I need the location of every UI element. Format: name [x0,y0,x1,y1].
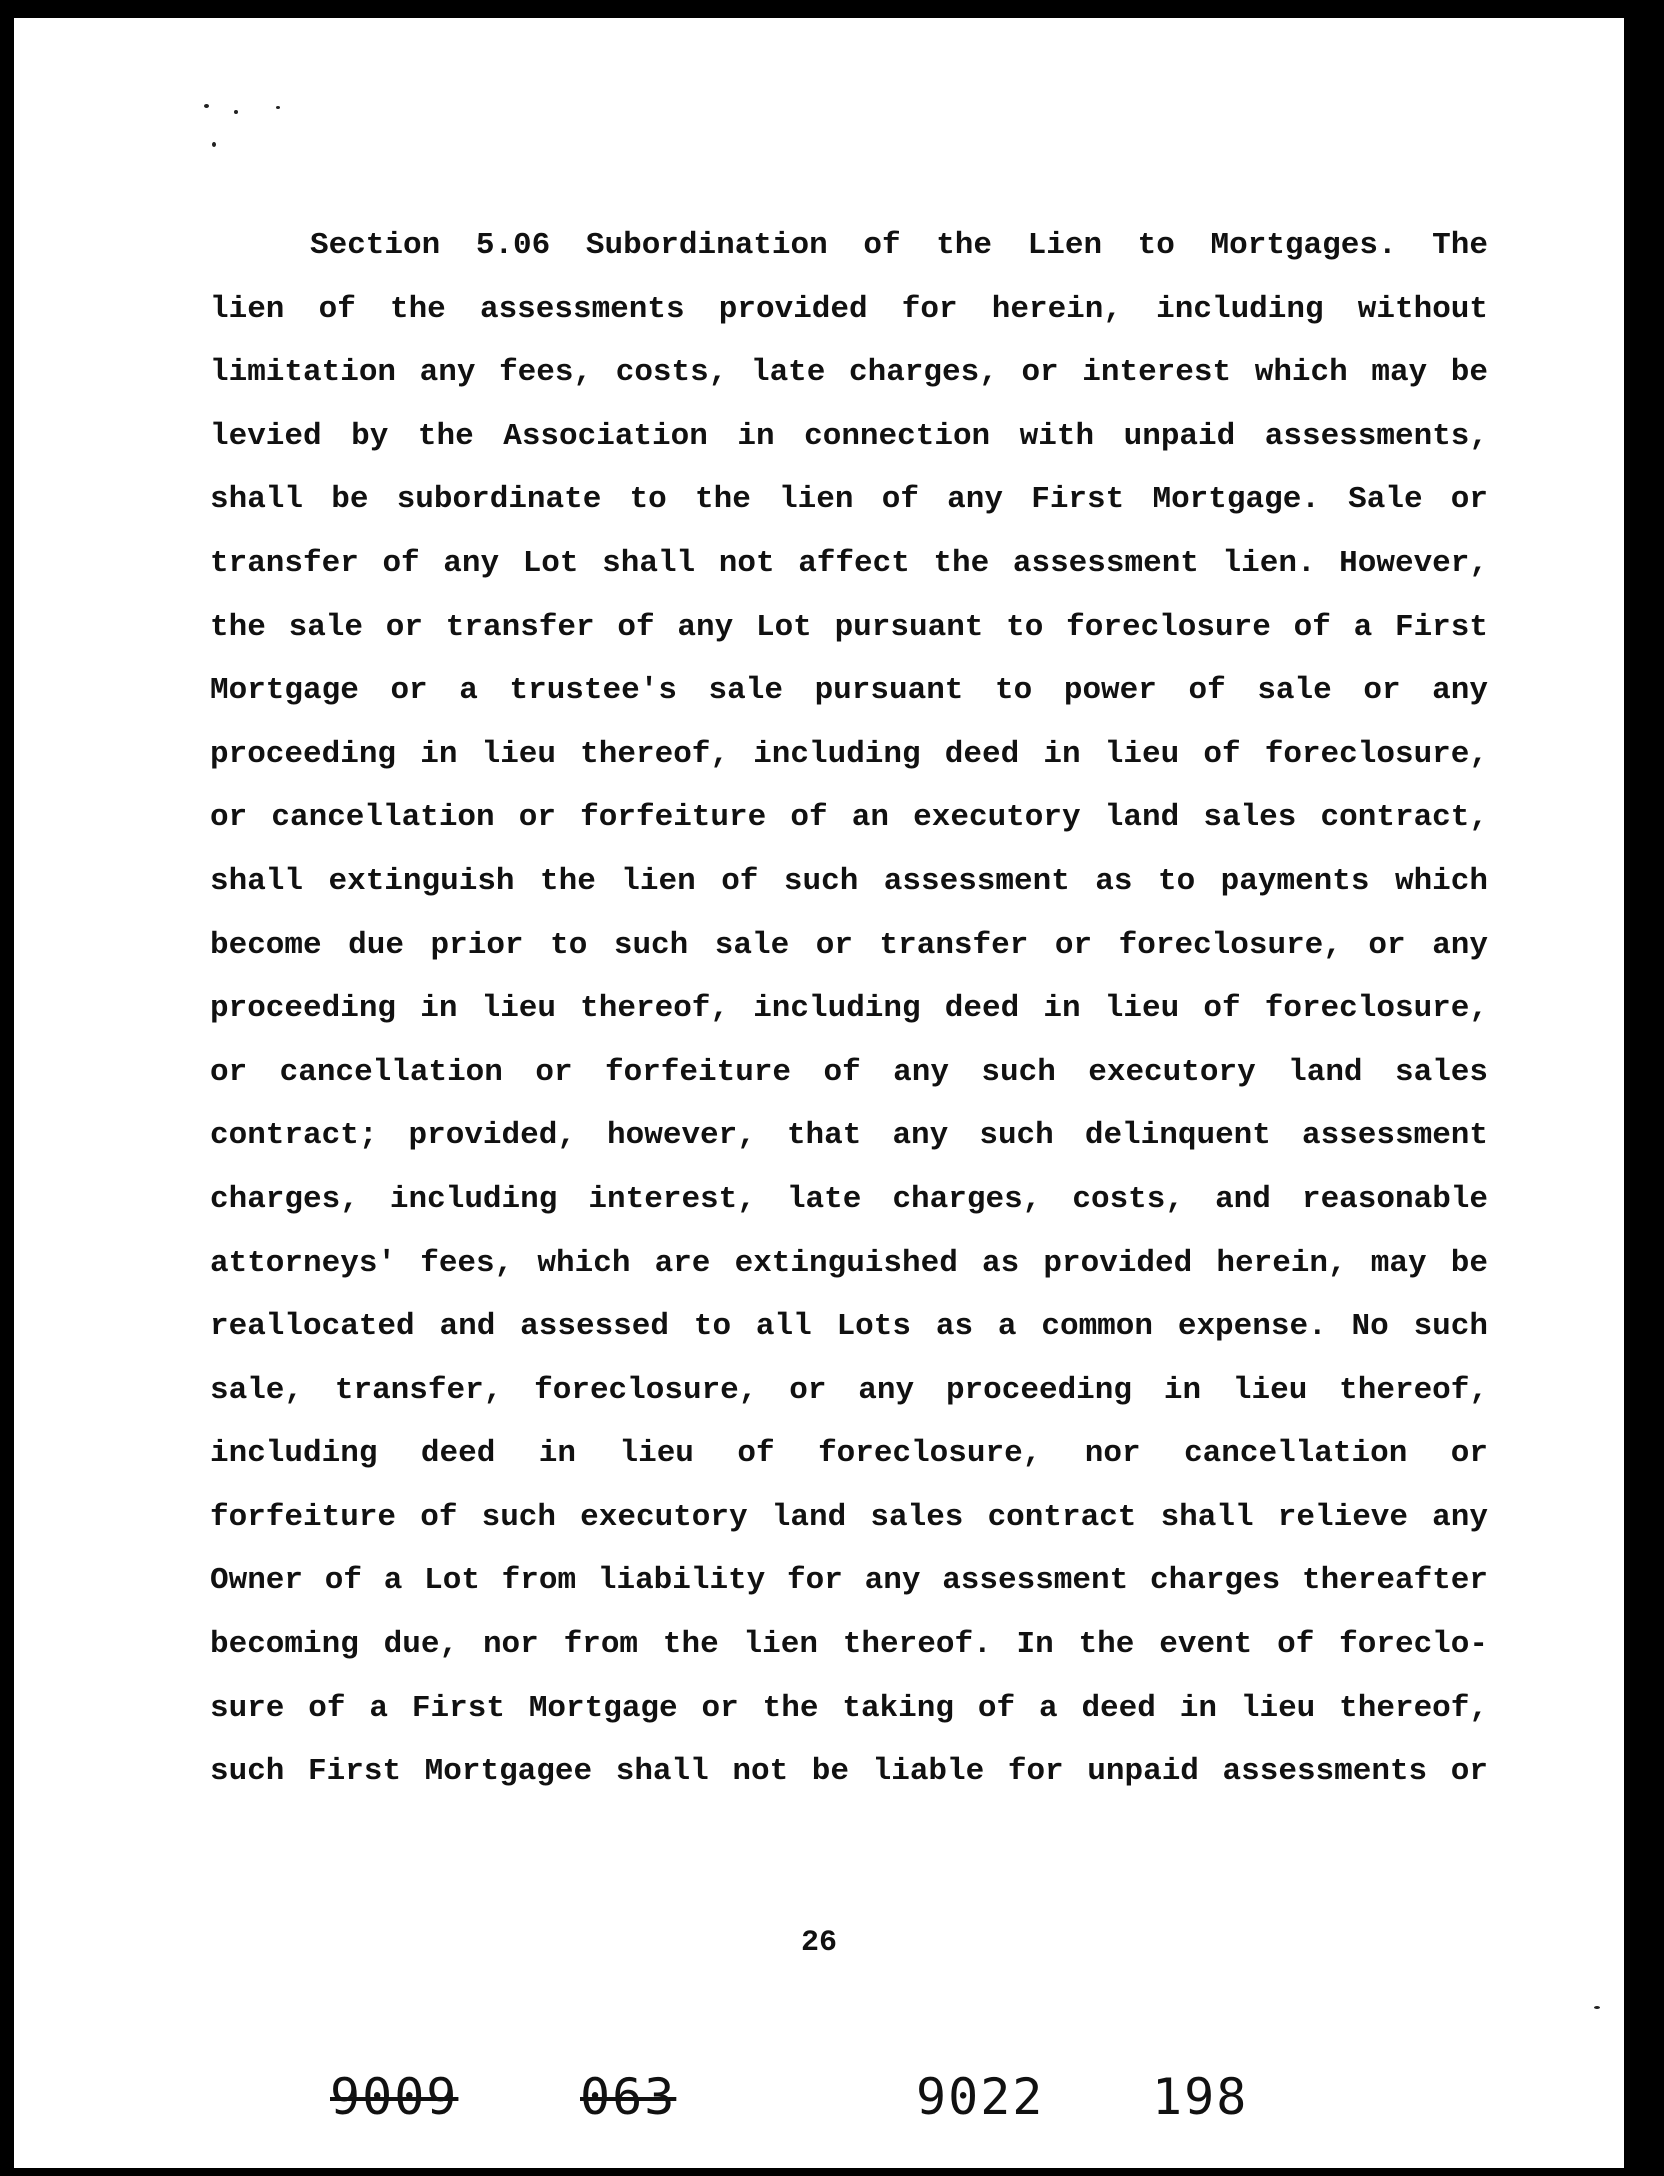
text-line: shall be subordinate to the lien of any First Mortgage. Sale or [210,482,1488,518]
text-line: levied by the Association in connection with unpaid assessments, [210,418,1488,454]
scan-speck [1594,2006,1600,2009]
text-line: lien of the assessments provided for herein, including without [210,291,1488,327]
scan-speck [212,142,216,147]
text-line: reallocated and assessed to all Lots as a common expense. No such [210,1309,1488,1345]
text-line: forfeiture of such executory land sales contract shall relieve any [210,1499,1488,1535]
text-line: sure of a First Mortgage or the taking of a deed in lieu thereof, [210,1690,1488,1726]
scan-speck [204,104,209,108]
scan-speck [234,110,238,114]
text-line: such First Mortgagee shall not be liable for unpaid assessments or [210,1754,1488,1790]
text-line: attorneys' fees, which are extinguished as provided herein, may be [210,1245,1488,1281]
text-line: charges, including interest, late charges, costs, and reasonable [210,1181,1488,1217]
page-number: 26 [800,1926,837,1960]
text-line: Mortgage or a trustee's sale pursuant to power of sale or any [210,673,1488,709]
section-body [210,214,1488,1804]
text-line: proceeding in lieu thereof, including deed in lieu of foreclosure, [210,991,1488,1027]
stamp-number: 9022 [916,2068,1045,2126]
text-line: or cancellation or forfeiture of any such executory land sales [210,1054,1488,1090]
stamp-number: 198 [1152,2068,1249,2126]
text-line: limitation any fees, costs, late charges, or interest which may be [210,355,1488,391]
text-line: become due prior to such sale or transfer or foreclosure, or any [210,927,1488,963]
text-line: transfer of any Lot shall not affect the assessment lien. However, [210,545,1488,581]
text-line: shall extinguish the lien of such assessment as to payments which [210,863,1488,899]
scan-speck [276,106,280,109]
text-line: proceeding in lieu thereof, including deed in lieu of foreclosure, [210,736,1488,772]
text-line: contract; provided, however, that any such delinquent assessment [210,1118,1488,1154]
text-line: or cancellation or forfeiture of an executory land sales contract, [210,800,1488,836]
text-line: Section 5.06 Subordination of the Lien to Mortgages. The [310,228,1488,263]
text-line: including deed in lieu of foreclosure, nor cancellation or [210,1436,1488,1472]
text-line: sale, transfer, foreclosure, or any proceeding in lieu thereof, [210,1372,1488,1408]
document-page [14,18,1624,2168]
text-line: Owner of a Lot from liability for any assessment charges thereafter [210,1563,1488,1599]
text-line: the sale or transfer of any Lot pursuant to foreclosure of a First [210,609,1488,645]
text-line: becoming due, nor from the lien thereof. In the event of foreclo- [210,1627,1488,1663]
struck-stamp-number: 063 [580,2068,677,2126]
struck-stamp-number: 9009 [330,2068,459,2126]
